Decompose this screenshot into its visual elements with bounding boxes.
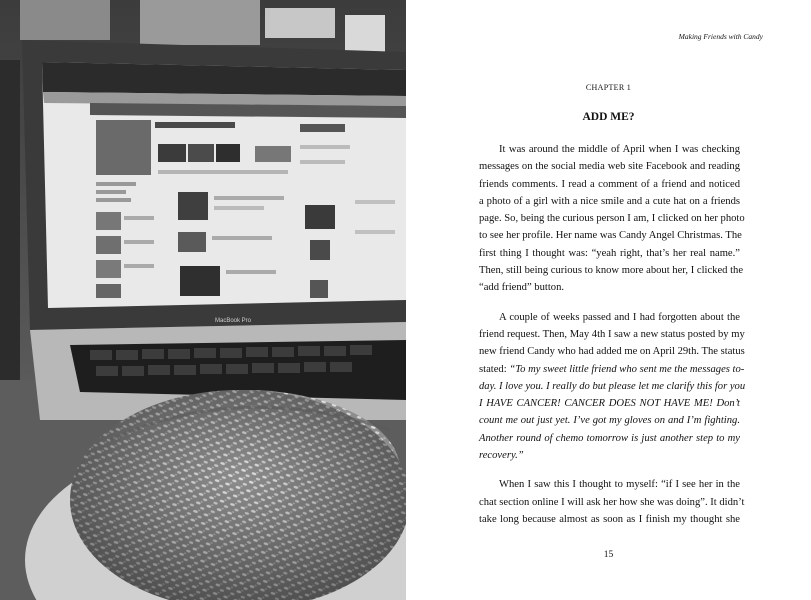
text-line-mixed xyxy=(479,361,745,378)
quote-line: day. I love you. I really do but please let me clarify this for you xyxy=(479,380,746,392)
text-line: first thing I thought was: “yeah right, that’s her real name.” xyxy=(479,247,740,259)
chapter-title: ADD ME? xyxy=(582,111,635,123)
book-page xyxy=(406,0,811,600)
running-head: Making Friends with Candy xyxy=(678,32,763,41)
text-line: friends comments. I read a comment of a friend and noticed xyxy=(479,178,740,190)
quote-run: “To my sweet little friend who sent me the messages to- xyxy=(509,363,745,375)
quote-line: I HAVE CANCER! CANCER DOES NOT HAVE ME! Don’t xyxy=(479,398,740,410)
text-line: to see her profile. Her name was Candy Angel Christmas. The xyxy=(479,230,742,242)
chapter-label: CHAPTER 1 xyxy=(585,83,632,92)
text-line: “add friend” button. xyxy=(479,282,565,294)
text-line: messages on the social media web site Facebook and reading xyxy=(479,161,740,173)
text-line: chat section online I will ask her how she was doing”. It didn’t xyxy=(479,496,745,508)
text-line: Then, still being curious to know more about her, I clicked the xyxy=(479,265,744,277)
laptop-badge: MacBook Pro xyxy=(215,318,252,324)
text-line: When I saw this I thought to myself: “if I see her in the xyxy=(499,479,740,491)
page-number: 15 xyxy=(603,550,614,560)
quote-line: recovery.” xyxy=(479,450,524,462)
text-run: stated: xyxy=(479,363,510,375)
quote-line: Another round of chemo tomorrow is just another step to my xyxy=(479,432,740,444)
text-line: It was around the middle of April when I was checking xyxy=(499,144,740,155)
text-line: a photo of a girl with a nice smile and a cute hat on a friends xyxy=(479,195,740,207)
text-line: page. So, being the curious person I am, I clicked on her photo xyxy=(479,213,745,225)
text-line: take long because almost as soon as I finish my thought she xyxy=(479,513,740,525)
text-line: new friend Candy who had added me on April 29th. The status xyxy=(479,346,745,358)
body-text xyxy=(479,141,746,528)
quote-line: count me out just yet. I’ve got my gloves on and I’m fighting. xyxy=(479,415,740,427)
text-line: friend request. Then, May 4th I saw a new status posted by my xyxy=(479,328,745,340)
text-line: A couple of weeks passed and I had forgotten about the xyxy=(499,311,740,323)
